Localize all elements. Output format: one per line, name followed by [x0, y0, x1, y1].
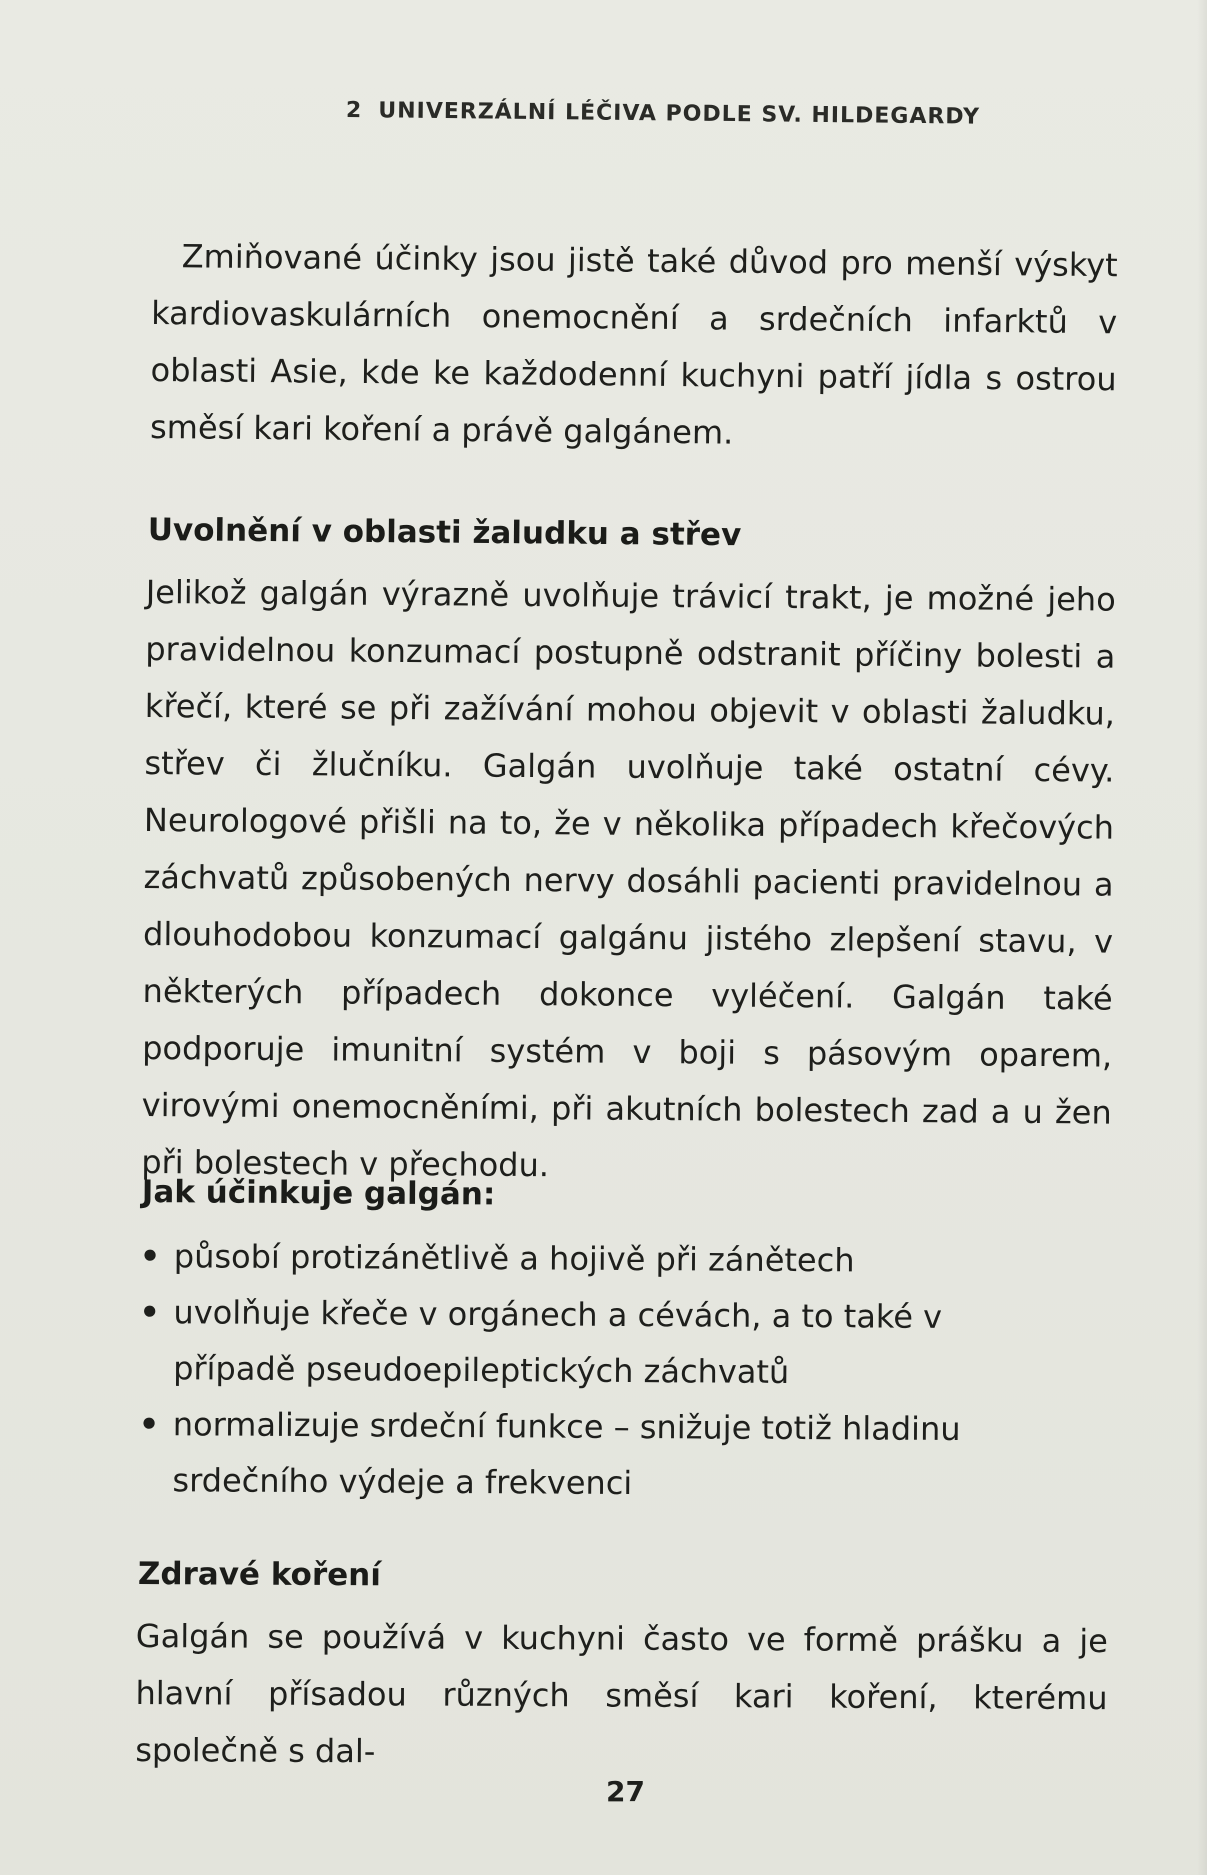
page-edge-shadow: [1197, 0, 1207, 1875]
effects-list: [136, 1228, 1068, 1514]
spice-paragraph: Galgán se používá v kuchyni často ve formě prášku a je hlavní přísadou různých směsí kari koření, kterému společně s dal-: [135, 1616, 1108, 1771]
list-item-text: normalizuje srdeční funkce – snižuje totiž hladinu srdečního výdeje a frekvenci: [172, 1405, 961, 1503]
bullet-icon: •: [138, 1405, 160, 1444]
chapter-number: 2: [345, 98, 363, 124]
list-item: [136, 1396, 1067, 1514]
chapter-title: UNIVERZÁLNÍ LÉČIVA PODLE SV. HILDEGARDY: [378, 98, 981, 130]
bullet-icon: •: [139, 1293, 161, 1332]
list-item-text: uvolňuje křeče v orgánech a cévách, a to také v případě pseudoepileptických záchvatů: [173, 1293, 943, 1391]
page-number: 27: [606, 1775, 645, 1808]
intro-paragraph: Zmiňované účinky jsou jistě také důvod pro menší výskyt kardiovaskulárních onemocnění a srdečních infarktů v oblasti Asie, kde ke každodenní kuchyni patří jídla s ostrou směsí kari koření a právě galgánem.: [149, 237, 1118, 452]
list-item-text: působí protizánětlivě a hojivě při zánětech: [173, 1237, 855, 1280]
bullet-icon: •: [139, 1237, 161, 1276]
heading-spice: Zdravé koření: [137, 1556, 381, 1594]
heading-effects: Jak účinkuje galgán:: [141, 1174, 496, 1213]
heading-stomach: Uvolnění v oblasti žaludku a střev: [147, 512, 742, 554]
running-head: [346, 98, 980, 130]
list-item: [137, 1284, 1068, 1402]
list-item: [138, 1228, 1068, 1290]
stomach-paragraph: Jelikož galgán výrazně uvolňuje trávicí trakt, je možné jeho pravidelnou konzumací postupně odstranit příčiny bolesti a křečí, které se při zažívání mohou objevit v oblasti žaludku, střev či žlučníku. Galgán uvolňuje také ostatní cévy. Neurologové přišli na to, že v několika případech křečových záchvatů způsobených nervy dosáhli pacienti pravidelnou a dlouhodobou konzumací galgánu jistého zlepšení stavu, v některých případech dokonce vyléčení. Galgán také podporuje imunitní systém v boji s pásovým oparem, virovými onemocněními, při akutních bolestech zad a u žen při bolestech v přechodu.: [141, 572, 1116, 1185]
